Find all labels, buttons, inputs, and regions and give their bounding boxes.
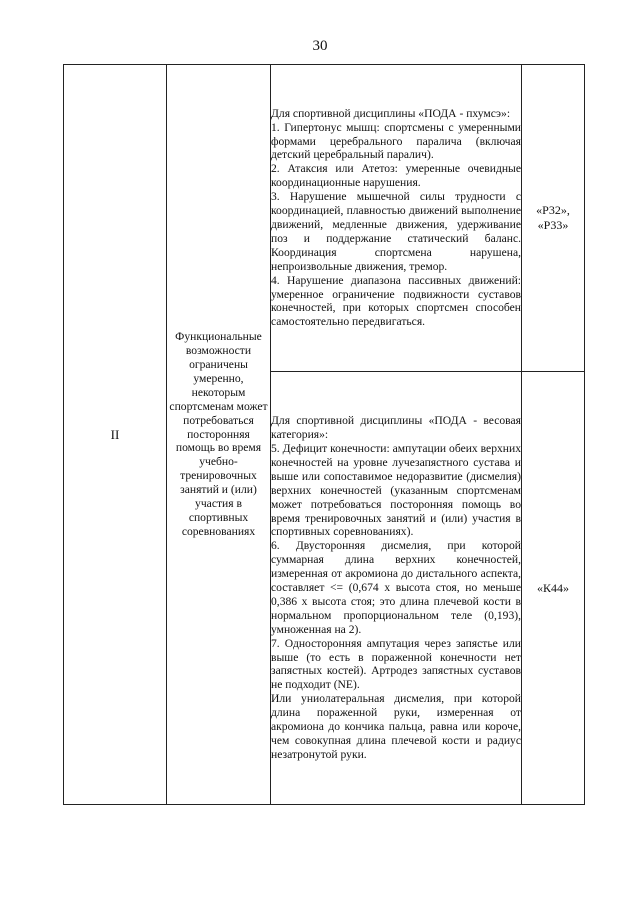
criterion-item: 1. Гипертонус мышц: спортсмены с умеренными формами церебрального паралича (включая детский церебральный паралич). <box>271 120 521 162</box>
group-number: II <box>64 65 167 805</box>
discipline-heading: Для спортивной дисциплины «ПОДА - пхумсэ»: <box>271 106 511 120</box>
disorder-description <box>271 372 522 805</box>
sport-class: «К44» <box>522 372 585 805</box>
discipline-heading: Для спортивной дисциплины «ПОДА - весовая категория»: <box>271 414 521 442</box>
page-number: 30 <box>312 38 328 54</box>
criterion-item: 6. Двусторонняя дисмелия, при которой суммарная длина верхних конечностей, измеренная от акромиона до дистального аспекта, составляет <= (0,674 х высота стоя, но меньше 0,386 х высота стоя; это длина плечевой кости в нормальном пропорциональном теле (0,193), умноженная на 2). <box>271 539 521 636</box>
function-description: Функциональные возможности ограничены умеренно, некоторым спортсменам может потребоваться посторонняя помощь во время учебно-тренировочных занятий и (или) участия в спортивных соревнованиях <box>167 65 271 805</box>
table-row <box>64 65 585 372</box>
criterion-item: 2. Атаксия или Атетоз: умеренные очевидные координационные нарушения. <box>271 162 521 190</box>
criterion-item: 3. Нарушение мышечной силы трудности с координацией, плавностью движений выполнение движений, медленные движения, удерживание поз и поддержание статический баланс. Координация спортсмена нарушена, непроизвольные движения, тремор. <box>271 190 521 273</box>
classification-table <box>63 64 585 805</box>
disorder-description <box>271 65 522 372</box>
criterion-item: 5. Дефицит конечности: ампутации обеих верхних конечностей на уровне лучезапястного сустава и выше или сопоставимое недоразвитие (дисмелия) верхних конечностей (указанным спортсменам может потребоваться посторонняя помощь во время тренировочных занятий и (или) участия в спортивных соревнованиях). <box>271 441 521 539</box>
criterion-item: 4. Нарушение диапазона пассивных движений: умеренное ограничение подвижности суставов конечностей, при которых спортсмен способен самостоятельно передвигаться. <box>271 273 521 329</box>
sport-class: «Р32», «Р33» <box>522 65 585 372</box>
criterion-item: 7. Односторонняя ампутация через запястье или выше (то есть в пораженной конечности нет запястных костей). Артродез запястных суставов не подходит (NE). <box>271 636 521 692</box>
criterion-item: Или униолатеральная дисмелия, при которой длина пораженной руки, измеренная от акромиона до кончика пальца, равна или короче, чем совокупная длина плечевой кости и радиус незатронутой руки. <box>271 692 521 761</box>
